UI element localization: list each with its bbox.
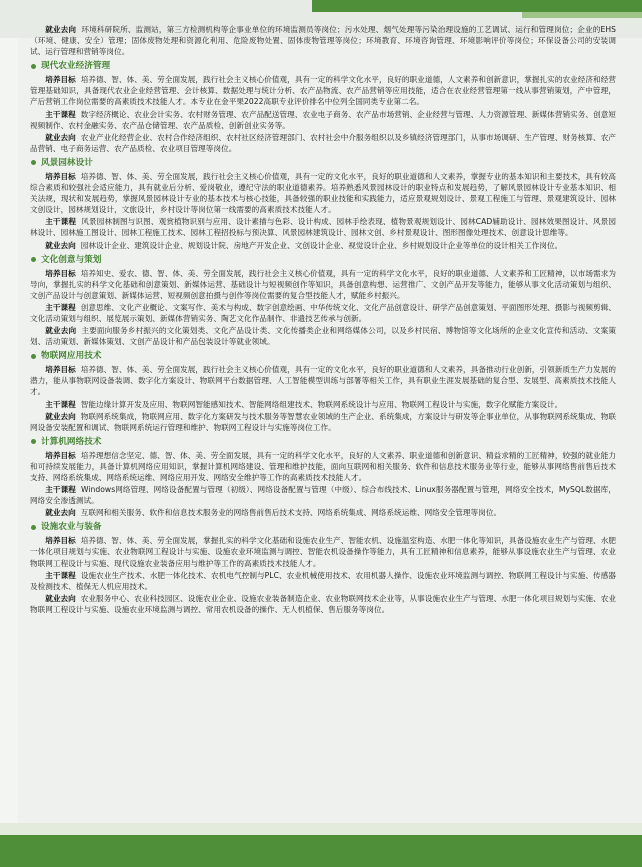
goal-label: 培养目标 bbox=[45, 536, 76, 546]
course-text: 风景园林制图与识图、观赏植物识别与应用、设计素描与色彩、设计构成、园林手绘表现、植物景观规划设计、园林CAD辅助设计、园林效果图设计、风景园林设计、园林施工图设计、园林工程施工技术、园林工程招投标与预决算、风景园林建筑设计、园林文创、乡村景观设计、图形图像处理技术、创意设计思维等。 bbox=[30, 217, 617, 238]
job-paragraph bbox=[30, 507, 616, 518]
course-label: 主干课程 bbox=[45, 217, 77, 227]
goal-label: 培养目标 bbox=[45, 268, 76, 278]
course-paragraph bbox=[30, 484, 616, 506]
intro-label: 就业去向 bbox=[45, 25, 77, 34]
course-text: 数字经济概论、农业会计实务、农村财务管理、农产品配送管理、农业电子商务、农产品市场营销、企业经营与管理、人力资源管理、新媒体营销实务、创意短视频制作、农村金融实务、农产品仓储管理、农产品质检、创新创业实务等。 bbox=[30, 109, 616, 130]
job-label: 就业去向 bbox=[45, 326, 77, 336]
goal-paragraph bbox=[30, 171, 616, 215]
job-text: 互联网和相关服务、软件和信息技术服务业的网络售前售后技术支持、网络系统集成、网络系统运维、网络安全管理等岗位。 bbox=[80, 508, 502, 518]
job-label: 就业去向 bbox=[45, 240, 76, 250]
goal-label: 培养目标 bbox=[45, 75, 76, 85]
goal-label: 培养目标 bbox=[45, 171, 76, 181]
job-paragraph bbox=[30, 593, 616, 615]
goal-text: 培养德、智、体、美、劳全面发展，掌握扎实的科学文化基础和设施农业生产、智能农机、设施温室构造、水肥一体化等知识，具备设施农业生产与管理、水肥一体化项目规划与实施、农业物联网工程设计与实施、设施农业环境监测与调控、智能农机设备操作等能力，具有工匠精神和信息素养，能够从事设施农业生产与管理、农业物联网工程设计与实施、现代设施农业装备应用与维护等工作的高素质技术技能人才。 bbox=[30, 536, 616, 568]
footer-green-band bbox=[0, 835, 642, 867]
section-title bbox=[30, 60, 616, 72]
bullet-dot-icon bbox=[31, 525, 36, 530]
course-paragraph bbox=[30, 570, 616, 592]
job-text: 物联网系统集成，物联网应用、数字化方案研发与技术服务等智慧农业领域的生产企业、系统集成，方案设计与研发等企事业单位，从事物联网系统集成、物联网设备安装配置和调试、物联网系统运行管理和维护、物联网工程设计与实施等岗位工作。 bbox=[30, 411, 616, 432]
course-text: 设施农业生产技术、水肥一体化技术、农机电气控制与PLC、农业机械使用技术、农用机器人操作、设施农业环境监测与调控、物联网工程设计与实施、传感器及检测技术、植保无人机应用技术。 bbox=[30, 570, 617, 591]
goal-paragraph bbox=[30, 268, 616, 301]
course-paragraph bbox=[30, 302, 616, 324]
job-text: 主要面向服务乡村振兴的文化策划类、文化产品设计类、文化传播类企业和网络媒体公司，以及乡村民宿、博物馆等文化场所的企业文化宣传和活动、文案策划、活动策划、新媒体策划、文创产品设计和产品包装设计等就业领域。 bbox=[30, 326, 616, 347]
goal-label: 培养目标 bbox=[45, 365, 76, 375]
goal-paragraph bbox=[30, 364, 616, 397]
bullet-dot-icon bbox=[31, 64, 36, 69]
course-label: 主干课程 bbox=[45, 399, 76, 409]
section-title bbox=[30, 436, 616, 448]
goal-text: 培养德、智、体、美、劳全面发展，践行社会主义核心价值观，具有一定的文化水平，良好的职业道德和人文素养，具备推动行业创新，引领新质生产力发展的潜力，能从事物联网设备装调、数字化方案设计、物联网平台数据管理、人工智能模型训练与部署等相关工作，具有职业生涯发展基础的复合型、发展型、高素质技术技能人才。 bbox=[30, 365, 616, 397]
section-title-text: 计算机网络技术 bbox=[41, 436, 102, 447]
job-label: 就业去向 bbox=[45, 132, 76, 142]
goal-text: 培养知史、爱农、德、智、体、美、劳全面发展，践行社会主义核心价值观，具有一定的科学文化水平，良好的职业道德、人文素养和工匠精神，以市场需求为导向，掌握扎实的科学文化基础和创意策划、新媒体运营、基础设计与短视频创作等知识，具备创意构想、运营推广、文创产品开发等能力，能够从事文化活动策划与组织、文创产品设计与创意策划、新媒体运营、短视频创意拍摄与创作等岗位需要的复合型技能人才，赋能乡村振兴。 bbox=[30, 268, 616, 300]
course-paragraph bbox=[30, 399, 616, 410]
section-title bbox=[30, 254, 616, 266]
goal-text: 培养德、智、体、美、劳全面发展，践行社会主义核心价值观，具有一定的文化水平，良好的职业道德和人文素养，掌握专业的基本知识和主要技术，具有较高综合素质和较强社会适应能力，具有就业后分析、爱岗敬业，遵纪守法的职业道德素养。培养熟悉风景园林设计的职业特点和发展趋势，了解风景园林设计专业基本知识、相关法规，现状和发展趋势，掌握风景园林设计专业的基本技术与核心技能，具备较强的职业技能和实践能力，适应景观规划设计、景观工程施工与管理、景观建筑设计、园林文创设计，园林规划设计，文旅设计，乡村设计等岗位第一线需要的高素质技术技能人才。 bbox=[30, 171, 616, 215]
section-title bbox=[30, 157, 616, 169]
job-paragraph bbox=[30, 325, 616, 347]
job-text: 园林设计企业、建筑设计企业、规划设计院、房地产开发企业、文创设计企业、视觉设计企业、乡村规划设计企业等单位的设计相关工作岗位。 bbox=[80, 240, 563, 250]
course-label: 主干课程 bbox=[45, 109, 76, 119]
course-paragraph bbox=[30, 109, 616, 131]
footer-band bbox=[0, 823, 642, 867]
section-title-text: 文化创意与策划 bbox=[41, 254, 102, 265]
bullet-dot-icon bbox=[31, 354, 36, 359]
section-title-text: 设施农业与装备 bbox=[41, 522, 102, 533]
header-accent-bar-light bbox=[522, 12, 642, 18]
goal-label: 培养目标 bbox=[45, 450, 76, 460]
course-text: Windows网络管理、网络设备配置与管理（初级）、网络设备配置与管理（中级）、综合布线技术、Linux服务器配置与管理，网络安全技术，MySQL数据库，网络安全渗透测试。 bbox=[30, 485, 616, 506]
goal-paragraph bbox=[30, 450, 616, 483]
course-label: 主干课程 bbox=[45, 570, 76, 580]
intro-text: 环境科研院所、监测站，第三方检测机构等企事业单位的环境监测员等岗位；污水处理、烟气处理等污染治理设施的工艺调试、运行和管理岗位；企业的EHS（环境、健康、安全）管理；固体废物处理和资源化利用、危险废物处置、固体废物管理等岗位；环境教育、环境咨询管理、环境影响评价等岗位；环保设备公司的安装调试、运行管理和营销等岗位。 bbox=[30, 25, 616, 57]
page-margin bbox=[0, 0, 18, 867]
job-label: 就业去向 bbox=[45, 508, 76, 518]
job-label: 就业去向 bbox=[45, 411, 76, 421]
header-accent-bar bbox=[312, 0, 642, 12]
section-title-text: 现代农业经济管理 bbox=[41, 61, 111, 72]
course-label: 主干课程 bbox=[45, 485, 76, 495]
goal-paragraph bbox=[30, 535, 616, 568]
section-title bbox=[30, 521, 616, 533]
page-content bbox=[30, 24, 616, 616]
section-title bbox=[30, 350, 616, 362]
job-label: 就业去向 bbox=[45, 593, 76, 603]
job-text: 农业服务中心、农业科技园区、设施农业企业、设施农业装备制造企业、农业物联网技术企业等，从事设施农业生产与管理、水肥一体化项目规划与实施、农业物联网工程设计与实施、设施农业环境监测与调控、常用农机设备的操作、无人机植保、售后服务等岗位。 bbox=[30, 593, 616, 614]
bullet-dot-icon bbox=[31, 160, 36, 165]
course-text: 智能边缘计算开发及应用、物联网智能感知技术、智能网络组建技术、物联网系统设计与应用、物联网工程设计与实施，数字化赋能方案设计。 bbox=[80, 399, 563, 409]
section-title-text: 物联网应用技术 bbox=[41, 351, 102, 362]
bullet-dot-icon bbox=[31, 439, 36, 444]
course-paragraph bbox=[30, 216, 616, 238]
course-text: 创意思维、文化产业概论、文案写作、美术与构成、数字创意绘画、中华传统文化、文化产品创意设计、研学产品创意策划、平面图形处理、摄影与视频剪辑、文化活动策划与组织、展览展示策划、新媒体营销实务、陶艺文化作品制作、非遗技艺传承与创新。 bbox=[30, 302, 616, 323]
job-text: 农业产业化经营企业、农村合作经济组织、农村社区经济管理部门、农村社会中介服务组织以及乡镇经济管理部门，从事市场调研、生产管理、财务核算、农产品营销、电子商务运营、农产品质检、农业项目管理等岗位。 bbox=[30, 132, 616, 153]
job-paragraph bbox=[30, 240, 616, 251]
job-paragraph bbox=[30, 411, 616, 433]
bullet-dot-icon bbox=[31, 257, 36, 262]
goal-paragraph bbox=[30, 74, 616, 107]
goal-text: 培养德、智、体、美、劳全面发展，践行社会主义核心价值观，具有一定的科学文化水平，良好的职业道德，人文素养和创新意识，掌握扎实的农业经济和经营管理基础知识，具备现代农业企业经营管理、会计核算、数据处理与统计分析、农产品物流、农产品营销等应用技能，适合在农业经营管理第一线从事营销策划，产中管理，产后营销工作岗位需要的高素质技术技能人才。本专业在金平果2022高职专业评价排名中位列全国同类专业第二名。 bbox=[30, 75, 616, 107]
intro-paragraph bbox=[30, 24, 616, 57]
section-title-text: 风景园林设计 bbox=[41, 157, 93, 168]
job-paragraph bbox=[30, 132, 616, 154]
goal-text: 培养理想信念坚定、德、智、体、美、劳全面发展，具有一定的科学文化水平，良好的人文素养、职业道德和创新意识、精益求精的工匠精神，较强的就业能力和可持续发展能力，具备计算机网络应用知识，掌握计算机网络建设、管理和维护技能，面向互联网和相关服务、软件和信息技术服务业等行业，能够从事网络售前售后技术支持、网络系统集成、网络系统运维、网络应用开发、网络安全维护等工作的高素质技术技能人才。 bbox=[30, 450, 616, 482]
course-label: 主干课程 bbox=[45, 302, 76, 312]
